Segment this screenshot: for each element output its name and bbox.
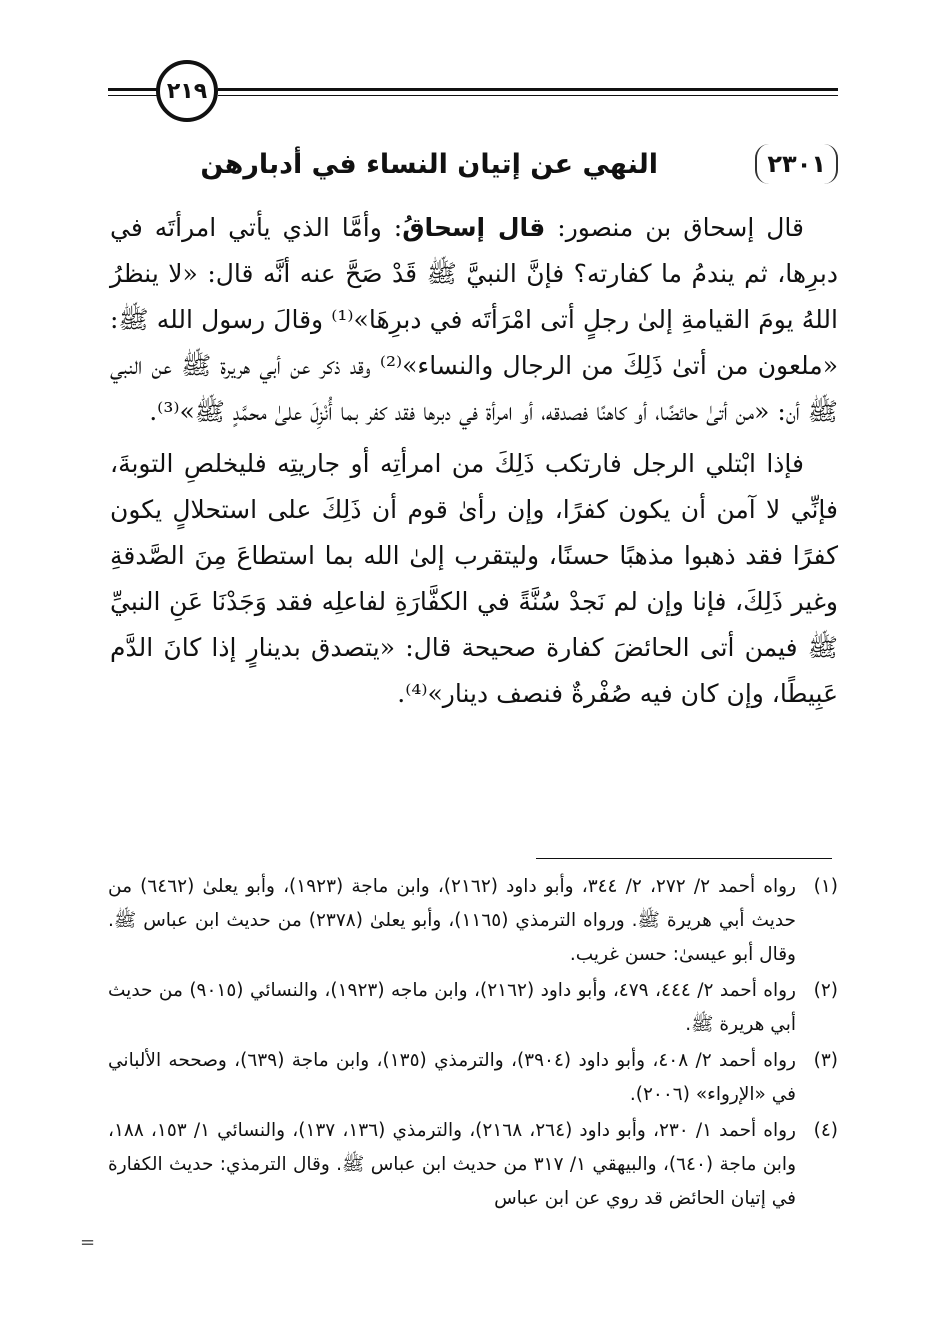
paragraph-bold: قال إسحاقُ [402, 213, 546, 242]
paragraph-text: : وأمَّا الذي يأتي امرأتَه في دبرِها، ثم يندمُ ما كفارته؟ فإنَّ النبيَّ ﷺ قَدْ صَحَّ عنه أنَّه قال: «لا ينظرُ اللهُ يومَ القيامةِ إلىٰ رجلٍ أتى امْرَأتَه في دبرِهَا»⁽¹⁾ وقالَ رسول الله ﷺ: «ملعون من أتىٰ ذَلِكَ من الرجال والنساء»⁽²⁾ وقد ذكر عن أبي هريرة ﷺ عن النبي ﷺ أن: «من أتىٰ حائضًا، أو كاهنًا فصدقه، أو امرأة في دبرها فقد كفر بما أُنْزِلَ علىٰ محمَّدٍ ﷺ»⁽³⁾. [110, 213, 838, 426]
footnotes [108, 870, 838, 1218]
header-rule [218, 95, 838, 96]
section-number: ٢٣٠١ [755, 144, 838, 184]
footnote-text: رواه أحمد ١/ ٢٣٠، وأبو داود (٢٦٤، ٢١٦٨)، والترمذي (١٣٦، ١٣٧)، والنسائي ١/ ١٥٣، ١٨٨، وابن ماجة (٦٤٠)، والبيهقي ١/ ٣١٧ من حديث ابن عباس ﷺ. وقال الترمذي: حديث الكفارة في إتيان الحائض قد روي عن ابن عباس [108, 1120, 797, 1209]
footnote-number: (٤) [813, 1120, 838, 1141]
header-rule [108, 95, 158, 96]
page-number: ٢١٩ [156, 60, 218, 122]
footnote [108, 1044, 838, 1112]
section-heading [108, 142, 838, 194]
footnote-number: (٢) [813, 980, 838, 1001]
footnote-separator [536, 858, 832, 859]
footnote-text: رواه أحمد ٢/ ٢٧٢، ٢/ ٣٤٤، وأبو داود (٢١٦٢)، وابن ماجة (١٩٢٣)، وأبو يعلىٰ (٦٤٦٢) من حديث أبي هريرة ﷺ. ورواه الترمذي (١١٦٥)، وأبو يعلىٰ (٢٣٧٨) من حديث ابن عباس ﷺ. وقال أبو عيسىٰ: حسن غريب. [108, 876, 796, 965]
footnote [108, 1114, 838, 1216]
footnote-number: (١) [813, 876, 838, 897]
paragraph-lead: قال إسحاق بن منصور: [545, 213, 804, 242]
header-rule [218, 88, 838, 91]
section-title: النهي عن إتيان النساء في أدبارهن [200, 149, 658, 180]
main-text [110, 205, 838, 723]
page-header [108, 58, 838, 138]
continuation-mark: = [80, 1232, 96, 1253]
footnote-text: رواه أحمد ٢/ ٤٤٤، ٤٧٩، وأبو داود (٢١٦٢)، وابن ماجه (١٩٢٣)، والنسائي (٩٠١٥) من حديث أبي هريرة ﷺ. [108, 980, 796, 1035]
footnote-number: (٣) [813, 1050, 838, 1071]
header-rule [108, 88, 158, 91]
footnote [108, 870, 838, 972]
footnote-text: رواه أحمد ٢/ ٤٠٨، وأبو داود (٣٩٠٤)، والترمذي (١٣٥)، وابن ماجة (٦٣٩)، وصححه الألباني في «الإرواء» (٢٠٠٦). [108, 1050, 796, 1105]
paragraph [110, 441, 838, 717]
paragraph [110, 205, 838, 435]
paragraph-text: فإذا ابْتلي الرجل فارتكب ذَلِكَ من امرأتِه أو جاريتِه فليخلصِ التوبةَ، فإنِّي لا آمن أن يكون كفرًا، وإن رأىٰ قوم أن ذَلِكَ على استحلالٍ يكون كفرًا فقد ذهبوا مذهبًا حسنًا، وليتقرب إلىٰ الله بما استطاعَ مِنَ الصَّدقةِ وغير ذَلِكَ، فإنا وإن لم نَجدْ سُنَّةً في الكفَّارَةِ لفاعلِه فقد وَجَدْنَا عَنِ النبيِّ ﷺ فيمن أتى الحائضَ كفارة صحيحة قال: «يتصدق بدينارٍ إذا كانَ الدَّم عَبِيطًا، وإن كان فيه صُفْرةٌ فنصف دينار»⁽⁴⁾. [110, 449, 838, 708]
footnote [108, 974, 838, 1042]
